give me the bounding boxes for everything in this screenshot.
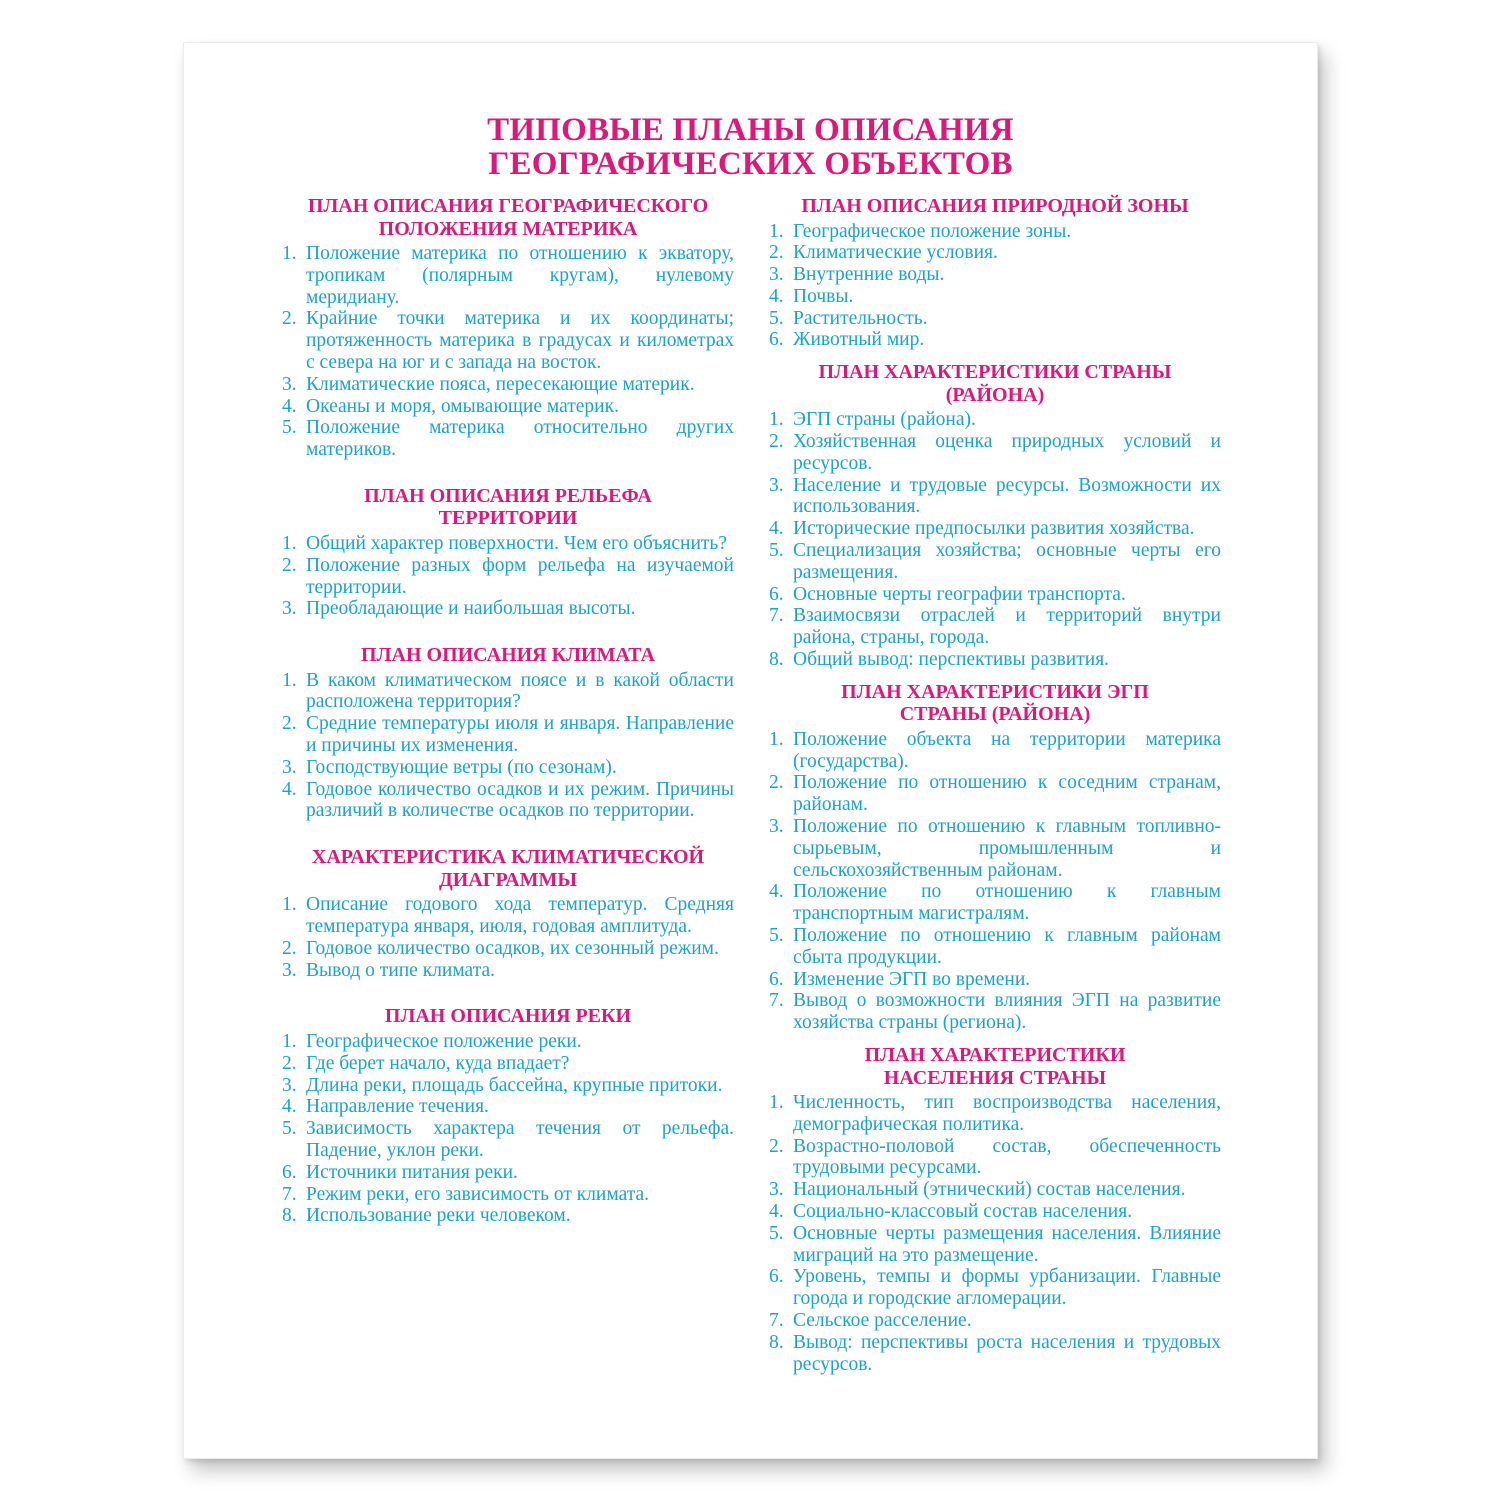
list-item: 6. Животный мир.	[769, 329, 925, 351]
list-item: 4. Годовое количество осадков и их режим. Причины различий в количестве осадков по территории.	[282, 778, 734, 822]
list-item: 3. Положение по отношению к главным топливно-сырьевым, промышленным и сельскохозяйственным районам.	[769, 816, 1221, 881]
list-item: 2. Положение разных форм рельефа на изучаемой территории.	[282, 554, 734, 598]
section-country	[769, 361, 1221, 671]
list-item: 1. Описание годового хода температур. Средняя температура января, июля, годовая амплитуда.	[282, 894, 734, 938]
list-item: 1. Географическое положение реки.	[282, 1030, 582, 1052]
section-heading: ПЛАН ХАРАКТЕРИСТИКИ ЭГП СТРАНЫ (РАЙОНА)	[841, 680, 1149, 726]
section-heading: ПЛАН ОПИСАНИЯ РЕКИ	[384, 1005, 632, 1028]
document-sheet	[183, 42, 1318, 1459]
list-item: 6. Основные черты географии транспорта.	[769, 583, 1126, 605]
section-heading: ПЛАН ХАРАКТЕРИСТИКИ НАСЕЛЕНИЯ СТРАНЫ	[864, 1044, 1126, 1089]
list-item: 4. Направление течения.	[282, 1096, 489, 1118]
list-item: 2. Средние температуры июля и января. Направление и причины их изменения.	[282, 713, 734, 757]
list-item: 2. Положение по отношению к соседним странам, районам.	[769, 772, 1221, 816]
list-item: 7. Вывод о возможности влияния ЭГП на развитие хозяйства страны (региона).	[769, 990, 1221, 1034]
list-item: 1. Положение материка по отношению к экватору, тропикам (полярным кругам), нулевому меридиану.	[282, 243, 734, 308]
list-item: 3. Климатические пояса, пересекающие материк.	[282, 373, 695, 395]
section-population	[769, 1044, 1221, 1375]
list-item: 2. Климатические условия.	[769, 242, 998, 264]
list-item: 5. Положение по отношению к главным районам сбыта продукции.	[769, 925, 1221, 968]
section-list	[769, 1092, 1221, 1375]
section-heading: ПЛАН ОПИСАНИЯ РЕЛЬЕФА ТЕРРИТОРИИ	[364, 484, 652, 530]
list-item: 3. Господствующие ветры (по сезонам).	[282, 756, 617, 778]
list-item: 3. Вывод о типе климата.	[282, 959, 496, 981]
list-item: 8. Вывод: перспективы роста населения и трудовых ресурсов.	[769, 1331, 1221, 1375]
list-item: 5. Зависимость характера течения от рельефа. Падение, уклон реки.	[282, 1118, 734, 1161]
list-item: 4. Океаны и моря, омывающие материк.	[282, 395, 619, 417]
list-item: 6. Изменение ЭГП во времени.	[769, 968, 1031, 990]
section-list	[282, 670, 734, 823]
section-list	[282, 243, 734, 461]
list-item: 7. Режим реки, его зависимость от климата.	[282, 1183, 650, 1205]
list-item: 1. Положение объекта на территории материка (государства).	[769, 728, 1221, 772]
section-relief	[282, 485, 734, 620]
section-climate	[282, 644, 734, 822]
list-item: 3. Преобладающие и наибольшая высоты.	[282, 598, 636, 620]
section-climate-diagram	[282, 846, 734, 981]
list-item: 4. Положение по отношению к главным транспортным магистралям.	[769, 881, 1221, 925]
list-item: 1. В каком климатическом поясе и в какой области расположена территория?	[282, 669, 734, 713]
section-heading: ХАРАКТЕРИСТИКА КЛИМАТИЧЕСКОЙ ДИАГРАММЫ	[311, 846, 705, 891]
list-item: 5. Специализация хозяйства; основные черты его размещения.	[769, 540, 1221, 583]
list-item: 3. Национальный (этнический) состав населения.	[769, 1179, 1186, 1201]
list-item: 5. Растительность.	[769, 307, 928, 329]
section-list	[282, 1031, 734, 1227]
list-item: 5. Основные черты размещения населения. Влияние миграций на это размещение.	[769, 1222, 1221, 1266]
section-river	[282, 1005, 734, 1227]
list-item: 3. Население и трудовые ресурсы. Возможности их использования.	[769, 474, 1221, 518]
list-item: 8. Общий вывод: перспективы развития.	[769, 649, 1110, 671]
section-egp	[769, 681, 1221, 1034]
list-item: 2. Возрастно-половой состав, обеспеченность трудовыми ресурсами.	[769, 1135, 1221, 1179]
list-item: 7. Сельское расселение.	[769, 1309, 972, 1331]
list-item: 3. Длина реки, площадь бассейна, крупные притоки.	[282, 1074, 723, 1096]
list-item: 4. Почвы.	[769, 285, 854, 307]
title-line-1: ТИПОВЫЕ ПЛАНЫ ОПИСАНИЯ	[487, 112, 1014, 148]
document-title	[184, 113, 1317, 181]
list-item: 2. Хозяйственная оценка природных условий и ресурсов.	[769, 431, 1221, 474]
list-item: 6. Уровень, темпы и формы урбанизации. Главные города и городские агломерации.	[769, 1266, 1221, 1310]
list-item: 1. ЭГП страны (района).	[769, 409, 976, 431]
section-heading: ПЛАН ОПИСАНИЯ ГЕОГРАФИЧЕСКОГО ПОЛОЖЕНИЯ МАТЕРИКА	[307, 195, 709, 240]
section-continent-position	[282, 195, 734, 461]
section-list	[282, 894, 734, 981]
section-natural-zone	[769, 195, 1221, 351]
list-item: 1. Численность, тип воспроизводства населения, демографическая политика.	[769, 1092, 1221, 1135]
list-item: 2. Крайние точки материка и их координаты; протяженность материка в градусах и километрах с севера на юг и с запада на восток.	[282, 308, 734, 373]
list-item: 7. Взаимосвязи отраслей и территорий внутри района, страны, города.	[769, 605, 1221, 649]
section-heading: ПЛАН ОПИСАНИЯ ПРИРОДНОЙ ЗОНЫ	[801, 195, 1189, 217]
list-item: 1. Географическое положение зоны.	[769, 220, 1072, 242]
section-list	[769, 729, 1221, 1034]
list-item: 4. Исторические предпосылки развития хозяйства.	[769, 518, 1195, 540]
list-item: 8. Использование реки человеком.	[282, 1205, 571, 1227]
list-item: 2. Где берет начало, куда впадает?	[282, 1052, 570, 1074]
title-line-2: ГЕОГРАФИЧЕСКИХ ОБЪЕКТОВ	[488, 146, 1013, 182]
list-item: 5. Положение материка относительно других материков.	[282, 417, 734, 461]
right-column	[769, 195, 1221, 1375]
section-list	[769, 221, 1221, 352]
list-item: 1. Общий характер поверхности. Чем его объяснить?	[282, 532, 727, 554]
section-list	[282, 533, 734, 620]
list-item: 3. Внутренние воды.	[769, 264, 945, 286]
section-heading: ПЛАН ОПИСАНИЯ КЛИМАТА	[361, 644, 655, 667]
section-list	[769, 409, 1221, 671]
left-column	[282, 195, 734, 1227]
section-heading: ПЛАН ХАРАКТЕРИСТИКИ СТРАНЫ (РАЙОНА)	[818, 361, 1172, 406]
list-item: 6. Источники питания реки.	[282, 1161, 518, 1183]
list-item: 2. Годовое количество осадков, их сезонный режим.	[282, 937, 719, 959]
list-item: 4. Социально-классовый состав населения.	[769, 1200, 1133, 1222]
